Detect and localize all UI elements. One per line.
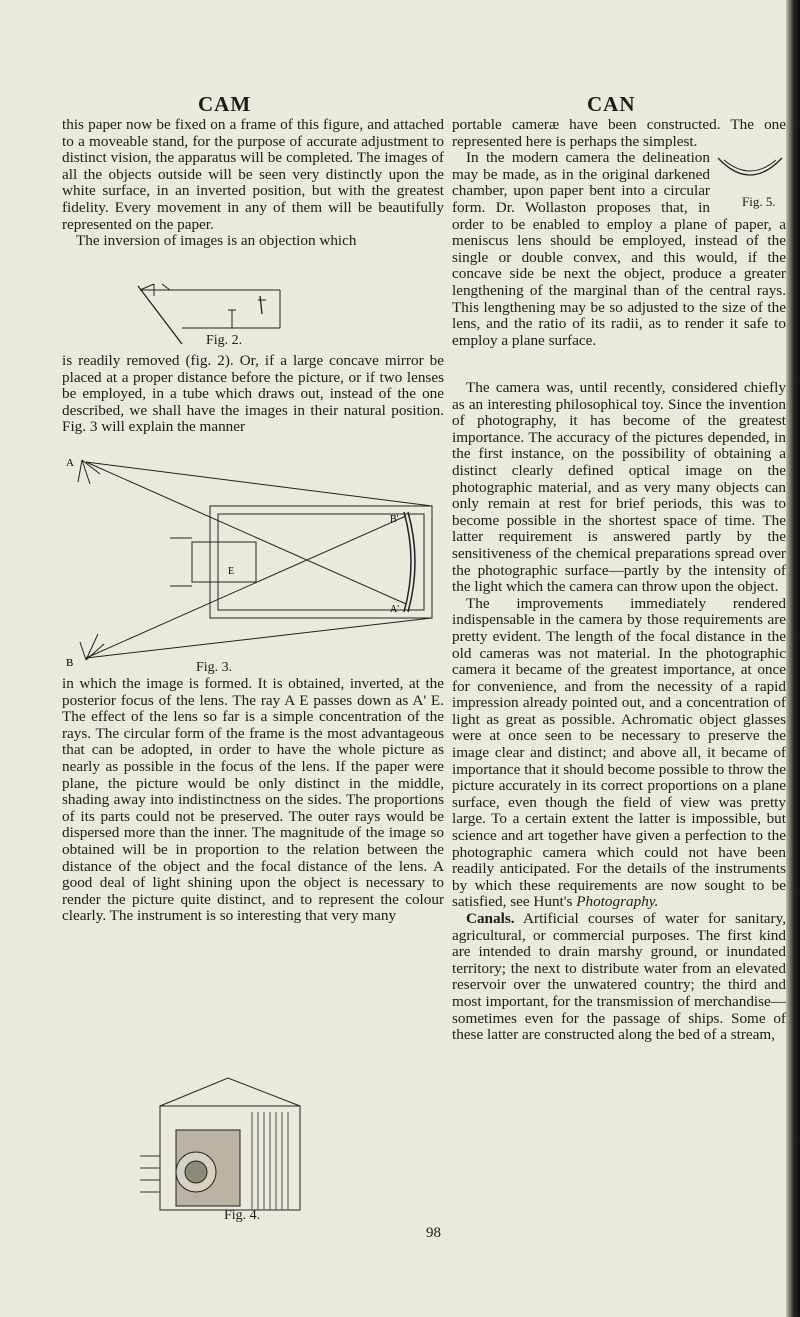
page-number: 98 [426,1225,441,1241]
figure-3-diagram [60,454,450,674]
figure-4-caption: Fig. 4. [224,1208,261,1223]
label-b-prime: B' [390,514,399,525]
running-head-right: CAN [587,92,636,116]
paragraph: Canals. Artificial courses of water for sanitary, agricultural, or commercial purposes. The first kind are intended to drain marshy ground, or inundated territory; the next to distribute water from an elevated reservoir over the unwatered country; the third and most important, for the transmission of merchandise—sometimes even for the passage of ships. Some of these latter are constructed along the bed of a stream, [452,910,786,1044]
paragraph: The camera was, until recently, considered chiefly as an interesting philosophical toy. Since the invention of photography, it has become of the greatest importance. The accuracy of the pictures depended, in the first instance, on the possibility of obtaining a distinct clearly defined optical image on the photographic material, and as very many objects can only remain at rest for brief periods, this was to become possible in the shortest space of time. The latter requirement is answered partly by the sensitiveness of the chemical preparations spread over the photographic surface—partly by the intensity of the light which the camera can throw upon the object. [452,379,786,596]
figure-5-caption: Fig. 5. [742,194,776,210]
paragraph: is readily removed (fig. 2). Or, if a large concave mirror be placed at a proper distance before the picture, or if two lenses be employed, in a tube which draws out, instead of the one described, we shall have the images in their natural position. Fig. 3 will explain the manner [62,352,444,436]
italic-reference: Photography. [576,893,659,911]
figure-5-meniscus-lens [714,152,786,196]
left-column-top [62,117,444,250]
figure-3-caption: Fig. 3. [196,660,233,675]
left-column-lower [62,676,444,925]
right-column-lower [452,380,786,1044]
label-a-prime: A' [390,604,400,615]
paragraph: portable cameræ have been constructed. The one represented here is perhaps the simplest. [452,116,786,150]
paragraph: The improvements immediately rendered indispensable in the camera by those requirements are pretty evident. The length of the focal distance in the old cameras was not material. In the photographic camera it became of the greatest importance, at once for convenience, and from the necessity of a rapid impression already pointed out, and a concentration of light as great as possible. Achromatic object glasses were at once seen to be necessary to preserve the image clear and distinct; and above all, it became of importance that it should become possible to throw the picture accurately in its correct proportions on a plane surface, even though the field of view was pretty large. To a certain extent the latter is impossible, but science and art together have given a perfection to the photographic camera which could not have been readily anticipated. For the details of the instruments by which these requirements are now sought to be satisfied, see Hunt's Photography. [452,594,786,911]
running-head-left: CAM [198,92,252,116]
left-column-mid [62,353,444,436]
label-e: E [228,566,235,577]
page-edge-shadow [786,0,800,1317]
figure-4-camera [140,1072,320,1222]
paragraph: in which the image is formed. It is obtained, inverted, at the posterior focus of the lens. The ray A E passes down as A' E. The effect of the lens so far is a simple concentration of the rays. The circular form of the frame is the most advantageous that can be adopted, in order to have the whole picture as nearly as possible in the focus of the lens. If the paper were plane, the picture would be only distinct in the middle, shading away into indistinctness on the sides. The proportions of its parts could not be preserved. The outer rays would be dispersed more than the inner. The magnitude of the image so obtained will be in proportion to the relation between the distance of the object and the focal distance of the lens. A good deal of light shining upon the object is necessary to render the picture quite distinct, and to represent the colour clearly. The instrument is so interesting that very many [62,675,444,925]
label-b: B [66,657,74,669]
entry-heading: Canals. [466,910,515,927]
label-a: A [66,457,74,469]
figure-5 [714,152,786,210]
figure-2-caption: Fig. 2. [206,333,243,348]
paragraph: The inversion of images is an objection which [76,232,357,250]
paragraph: In the modern camera the delineation may be made, as in the original darkened chamber, upon paper bent into a circular form. Dr. Wollaston proposes that, in order to be enabled to employ a plane of paper, a meniscus lens should be employed, instead of the single or double convex, and this would, if the concave side be next the object, produce a greater lengthening of the marginal than of the central rays. This lengthening may be so adjusted to the size of the lens, and the ratio of its radii, as to render it safe to employ a plane surface. [452,149,786,349]
paragraph: this paper now be fixed on a frame of this figure, and attached to a moveable stand, for the purpose of accurate adjustment to distinct vision, the apparatus will be completed. The images of all the objects outside will be seen very distinctly upon the white surface, in an inverted position, but with the greatest fidelity. Every movement in any of them will be beautifully represented on the paper. [62,116,444,233]
right-column-upper [452,117,786,349]
